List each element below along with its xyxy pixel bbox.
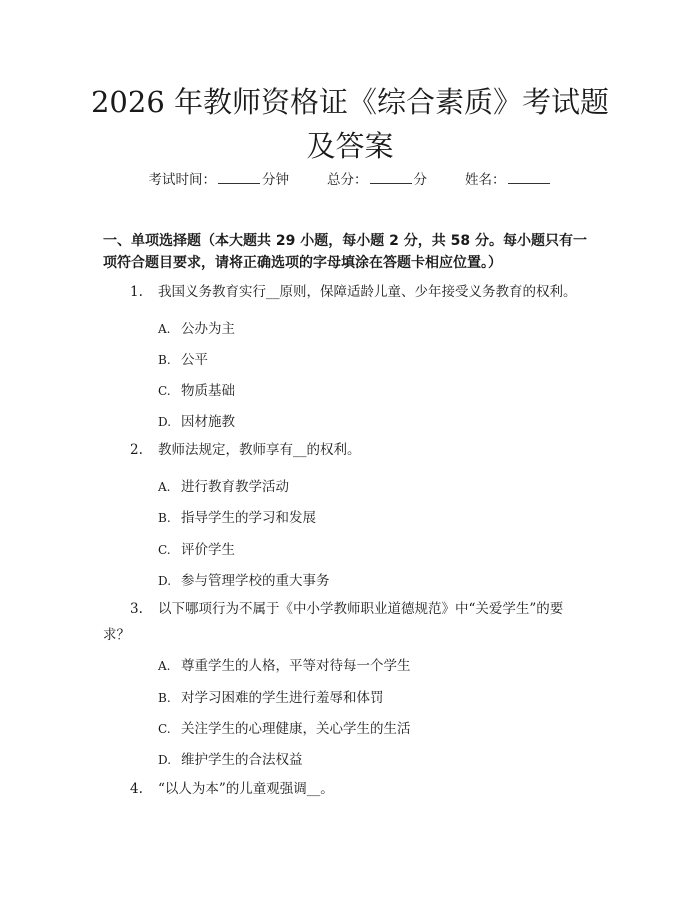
total-score-label: 总分： xyxy=(327,172,368,188)
question-3-line-1 xyxy=(103,596,593,622)
option-key: D. xyxy=(158,574,172,588)
option-text: 公办为主 xyxy=(181,321,235,337)
question-text: 我国义务教育实行__原则，保障适龄儿童、少年接受义务教育的权利。 xyxy=(158,284,577,300)
option-key: A. xyxy=(158,480,171,494)
question-3-option-b xyxy=(158,686,384,706)
option-text: 因材施教 xyxy=(181,414,235,430)
question-3-line-2: 求？ xyxy=(103,627,130,643)
question-3-option-c xyxy=(158,717,411,737)
question-1-stem xyxy=(103,278,593,306)
total-score-field xyxy=(327,168,427,188)
question-2-option-c xyxy=(158,538,235,558)
option-key: B. xyxy=(158,353,171,367)
exam-time-field xyxy=(149,168,290,188)
option-key: A. xyxy=(158,322,171,336)
question-2-option-d xyxy=(158,569,330,589)
option-key: D. xyxy=(158,415,172,429)
exam-meta-line xyxy=(0,168,700,188)
question-1-option-d xyxy=(158,410,235,430)
total-score-blank xyxy=(370,171,412,184)
question-3-option-a xyxy=(158,654,411,674)
question-3-stem xyxy=(103,596,593,648)
option-text: 维护学生的合法权益 xyxy=(181,752,303,768)
question-text: “以人为本”的儿童观强调__。 xyxy=(158,781,334,797)
option-text: 参与管理学校的重大事务 xyxy=(181,573,330,589)
option-key: B. xyxy=(158,511,171,525)
option-key: D. xyxy=(158,753,172,767)
question-3-option-d xyxy=(158,748,303,768)
question-2-stem xyxy=(103,436,593,464)
question-number: 4. xyxy=(130,781,143,797)
question-2-option-a xyxy=(158,475,289,495)
name-label: 姓名： xyxy=(465,172,506,188)
option-text: 进行教育教学活动 xyxy=(181,479,289,495)
total-score-unit: 分 xyxy=(413,172,427,188)
question-text: 以下哪项行为不属于《中小学教师职业道德规范》中“关爱学生”的要 xyxy=(158,601,564,617)
section-heading: 一、单项选择题（本大题共 29 小题，每小题 2 分，共 58 分。每小题只有一项符合题目要求，请将正确选项的字母填涂在答题卡相应位置。） xyxy=(103,233,587,271)
question-text: 教师法规定，教师享有__的权利。 xyxy=(158,442,361,458)
option-text: 公平 xyxy=(181,352,208,368)
option-key: C. xyxy=(158,543,171,557)
option-text: 物质基础 xyxy=(181,383,235,399)
option-text: 对学习困难的学生进行羞辱和体罚 xyxy=(181,690,384,706)
exam-time-blank xyxy=(218,171,260,184)
exam-time-unit: 分钟 xyxy=(262,172,289,188)
option-key: A. xyxy=(158,659,171,673)
question-1-option-c xyxy=(158,379,235,399)
exam-time-label: 考试时间： xyxy=(148,172,216,188)
question-4-stem xyxy=(103,775,593,803)
name-field xyxy=(465,168,552,188)
question-number: 3. xyxy=(130,601,143,617)
question-1-option-b xyxy=(158,348,208,368)
question-number: 2. xyxy=(130,442,143,458)
option-key: B. xyxy=(158,691,171,705)
option-text: 关注学生的心理健康，关心学生的生活 xyxy=(181,721,411,737)
name-blank xyxy=(508,171,550,184)
question-2-option-b xyxy=(158,506,316,526)
option-text: 尊重学生的人格，平等对待每一个学生 xyxy=(181,658,411,674)
option-text: 评价学生 xyxy=(181,542,235,558)
question-number: 1. xyxy=(130,284,143,300)
document-title: 2026 年教师资格证《综合素质》考试题及答案 xyxy=(90,85,610,163)
question-1-option-a xyxy=(158,317,235,337)
option-key: C. xyxy=(158,384,171,398)
option-text: 指导学生的学习和发展 xyxy=(181,510,316,526)
option-key: C. xyxy=(158,722,171,736)
